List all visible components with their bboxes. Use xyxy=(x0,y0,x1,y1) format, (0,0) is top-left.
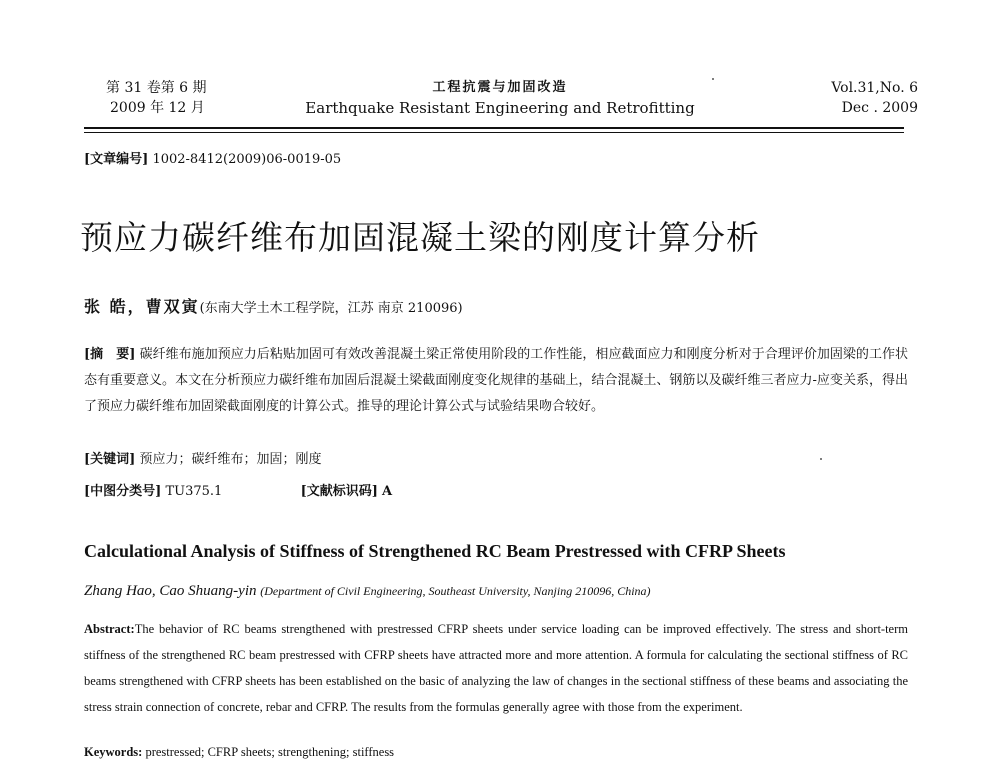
scan-speck xyxy=(820,458,822,460)
header-date-cn: 2009 年 12 月 xyxy=(110,100,205,116)
journal-name-cn: 工程抗震与加固改造 xyxy=(432,80,568,95)
title-en: Calculational Analysis of Stiffness of Strengthened RC Beam Prestressed with CFRP Sheets xyxy=(84,541,786,561)
keywords-cn-text: 预应力；碳纤维布；加固；刚度 xyxy=(139,452,322,467)
author-names-en: Zhang Hao, Cao Shuang-yin xyxy=(84,583,257,599)
header-journal-name xyxy=(70,78,930,118)
doc-code-label: [文献标识码] xyxy=(300,484,378,499)
clc-label: [中图分类号] xyxy=(84,484,162,499)
article-number-label: [文章编号] xyxy=(84,152,149,167)
header-rule-thin xyxy=(84,132,904,133)
abstract-cn-label: [摘 要] xyxy=(84,347,136,362)
article-number-value: 1002-8412(2009)06-0019-05 xyxy=(152,152,342,167)
article-number xyxy=(84,148,341,167)
journal-name-en: Earthquake Resistant Engineering and Retrofitting xyxy=(305,99,695,117)
abstract-en xyxy=(84,616,908,720)
abstract-cn xyxy=(84,342,908,420)
keywords-cn xyxy=(84,448,321,467)
header-volume-issue: 第 31 卷第 6 期 xyxy=(106,80,207,96)
authors-cn xyxy=(84,294,463,317)
abstract-cn-text: 碳纤维布施加预应力后粘贴加固可有效改善混凝土梁正常使用阶段的工作性能，相应截面应力和刚度分析对于合理评价加固梁的工作状态有重要意义。本文在分析预应力碳纤维布加固后混凝土梁截面刚度变化规律的基础上，结合混凝土、钢筋以及碳纤维三者应力-应变关系，得出了预应力碳纤维布加固梁截面刚度的计算公式。推导的理论计算公式与试验结果吻合较好。 xyxy=(84,347,908,414)
running-header xyxy=(70,78,930,122)
keywords-en-label: Keywords: xyxy=(84,745,143,759)
authors-en xyxy=(84,583,651,600)
abstract-en-label: Abstract: xyxy=(84,622,135,636)
title-cn: 预应力碳纤维布加固混凝土梁的刚度计算分析 xyxy=(80,218,760,257)
header-volume-info-en xyxy=(831,78,918,118)
keywords-en-text: prestressed; CFRP sheets; strengthening; stiffness xyxy=(145,745,395,759)
header-rule-thick xyxy=(84,127,904,129)
header-vol-no: Vol.31,No. 6 xyxy=(831,80,918,96)
keywords-en xyxy=(84,745,394,760)
author-names-cn: 张 皓，曹双寅 xyxy=(84,297,200,316)
header-date-en: Dec . 2009 xyxy=(841,100,918,116)
keywords-cn-label: [关键词] xyxy=(84,452,136,467)
scan-speck xyxy=(712,78,714,80)
clc-value: TU375.1 xyxy=(165,484,223,499)
abstract-en-text: The behavior of RC beams strengthened with prestressed CFRP sheets under service loading can be improved effectively. The stress and short-term stiffness of the strengthened RC beam prestressed with CFRP sheets have attracted more and more attention. A formula for calculating the sectional stiffness of RC beams strengthened with CFRP sheets has been established on the basic of analyzing the law of changes in the sectional stiffness of these beams and associating the stress strain connection of concrete, rebar and CFRP. The results from the formulas generally agree with those from the experiment. xyxy=(84,622,908,714)
doc-code-value: A xyxy=(382,484,393,499)
classification-codes xyxy=(84,480,392,499)
affiliation-en: (Department of Civil Engineering, Southeast University, Nanjing 210096, China) xyxy=(260,584,651,598)
affiliation-cn: (东南大学土木工程学院，江苏 南京 210096) xyxy=(199,301,463,316)
